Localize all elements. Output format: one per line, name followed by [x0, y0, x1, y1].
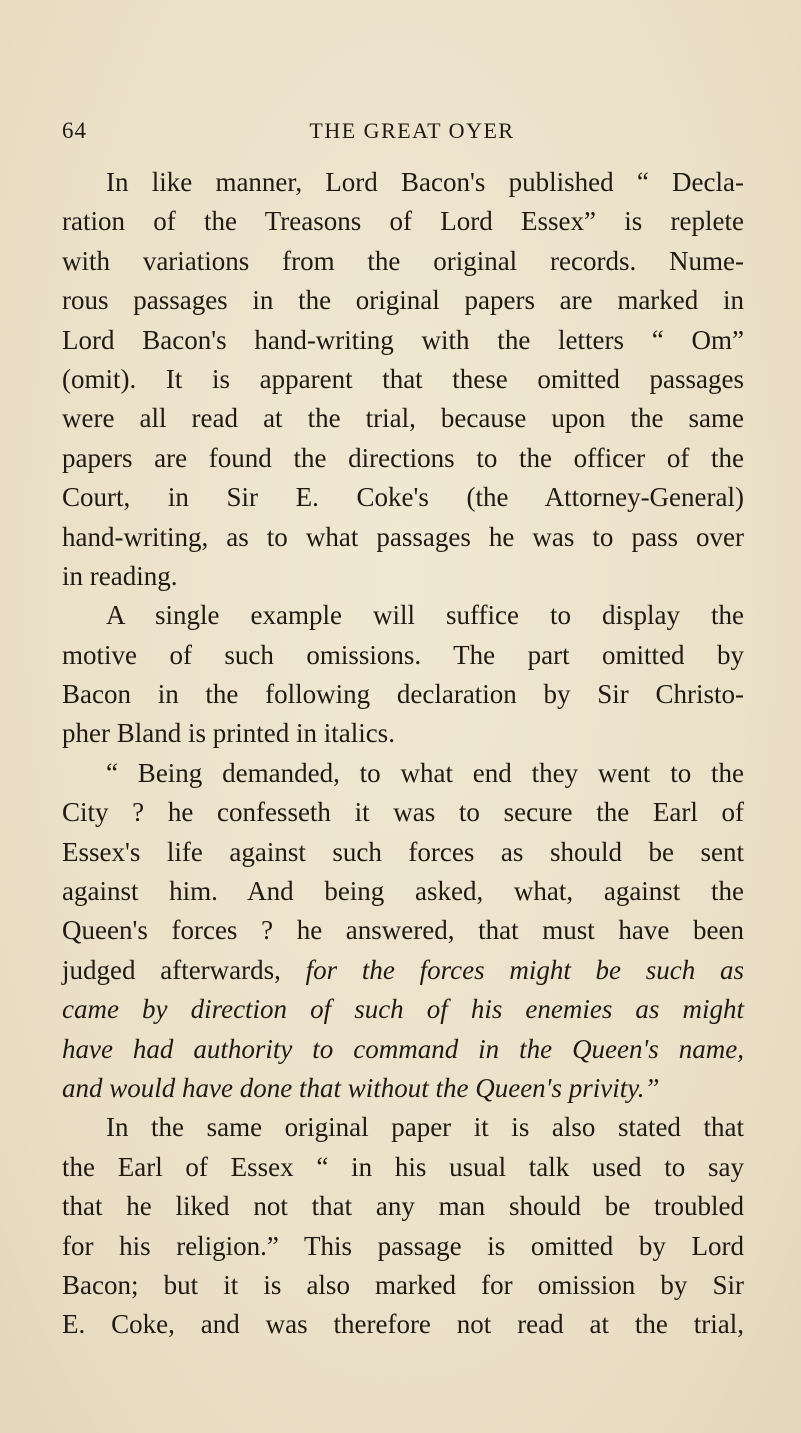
text-line: Bacon in the following declaration by Sir Christo- [62, 679, 744, 710]
text-line: rous passages in the original papers are marked in [62, 285, 744, 316]
text-line: Court, in Sir E. Coke's (the Attorney-General) [62, 482, 744, 513]
text-line-italic [62, 1030, 744, 1069]
text-line: that he liked not that any man should be troubled [62, 1191, 744, 1222]
text-line: Lord Bacon's hand-writing with the letters “ Om” [62, 324, 744, 355]
body-text [62, 163, 744, 1345]
text-line: Queen's forces ? he answered, that must have been [62, 915, 744, 946]
text-line: Bacon; but it is also marked for omission by Sir [62, 1269, 744, 1300]
running-title: THE GREAT OYER [309, 118, 515, 143]
text-line: Essex's life against such forces as should be sent [62, 836, 744, 867]
text-run: judged afterwards, [62, 954, 281, 985]
text-line: ration of the Treasons of Lord Essex” is replete [62, 206, 744, 237]
italic-omitted-passage: came by direction of such of his enemies as might [62, 994, 744, 1025]
text-line-italic [62, 990, 744, 1029]
text-line: In like manner, Lord Bacon's published “ Decla- [106, 167, 744, 197]
text-line: against him. And being asked, what, against the [62, 876, 744, 907]
page-number: 64 [62, 118, 87, 143]
text-line: motive of such omissions. The part omitted by [62, 639, 744, 670]
text-line: hand-writing, as to what passages he was to pass over [62, 521, 744, 552]
text-line: for his religion.” This passage is omitted by Lord [62, 1230, 744, 1261]
running-head [62, 118, 762, 148]
italic-omitted-passage: and would have done that without the Queen's privity.” [62, 1072, 660, 1103]
italic-omitted-passage: have had authority to command in the Queen's name, [62, 1033, 744, 1064]
text-line: A single example will suffice to display the [106, 600, 744, 631]
text-line: City ? he confesseth it was to secure the Earl of [62, 797, 744, 828]
text-line: In the same original paper it is also stated that [106, 1112, 744, 1143]
text-line-italic [62, 1069, 744, 1108]
italic-omitted-passage: for the forces might be such as [305, 954, 744, 985]
text-line: were all read at the trial, because upon the same [62, 403, 744, 434]
text-line: with variations from the original records. Nume- [62, 245, 744, 276]
text-line: “ Being demanded, to what end they went to the [106, 757, 744, 788]
text-line: the Earl of Essex “ in his usual talk used to say [62, 1151, 744, 1182]
text-line: E. Coke, and was therefore not read at the trial, [62, 1309, 744, 1340]
text-line: papers are found the directions to the officer of the [62, 442, 744, 473]
text-line: (omit). It is apparent that these omitted passages [62, 363, 744, 394]
text-line-mixed [62, 951, 744, 990]
text-line: pher Bland is printed in italics. [62, 718, 395, 749]
text-line: in reading. [62, 560, 178, 591]
